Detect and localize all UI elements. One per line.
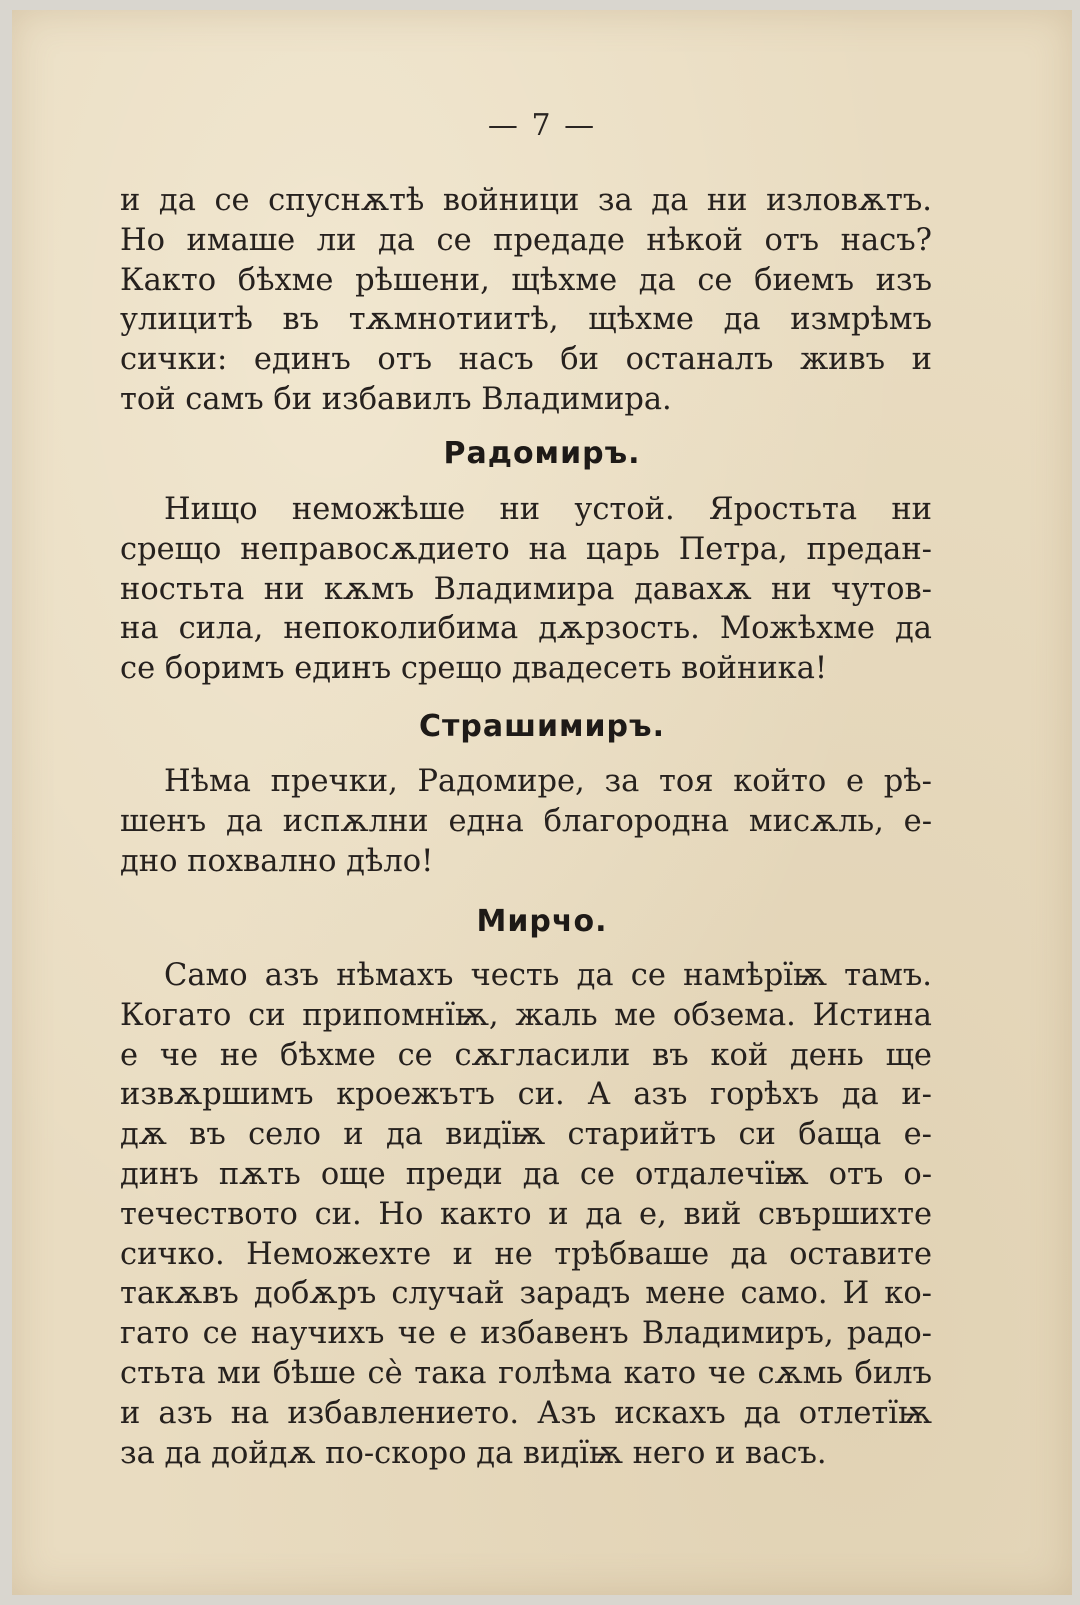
paragraph: [120, 762, 932, 881]
text-line: стьта ми бѣше сѐ така голѣма като че сѫмь билъ: [120, 1355, 932, 1391]
text-line: той самъ би избавилъ Владимира.: [120, 381, 672, 417]
speaker-heading: Мирчо.: [476, 904, 608, 939]
speaker-heading: Радомиръ.: [443, 436, 641, 471]
page-number: — 7 —: [487, 108, 597, 143]
text-line: се боримъ единъ срещо двадесеть войника!: [120, 651, 828, 687]
book-page: [12, 10, 1072, 1595]
text-line: Когато си припомнїѭ, жаль ме обзема. Истина: [120, 997, 932, 1033]
paragraph: [120, 956, 932, 1473]
text-line: Нищо неможѣше ни устой. Яростьта ни: [164, 492, 932, 527]
text-line: сички: единъ отъ насъ би останалъ живъ и: [120, 342, 932, 378]
text-line: динъ пѫть още преди да се отдалечїѭ отъ о-: [120, 1156, 932, 1192]
text-line: Но имаше ли да се предаде нѣкой отъ насъ?: [120, 222, 932, 258]
text-line: сичко. Неможехте и не трѣбваше да оставите: [120, 1236, 932, 1272]
text-line: такѫвъ добѫръ случай зарадъ мене само. И ко-: [120, 1276, 932, 1312]
paragraph: [120, 490, 932, 689]
text-line: и да се спуснѫтѣ войници за да ни изловѫтъ.: [120, 183, 932, 218]
text-line: Нѣма пречки, Радомире, за тоя който е рѣ-: [164, 764, 932, 799]
speaker-heading: Страшимиръ.: [419, 709, 665, 744]
text-line: улицитѣ въ тѫмнотиитѣ, щѣхме да измрѣмъ: [120, 302, 932, 338]
paragraph: [120, 181, 932, 420]
text-line: срещо неправосѫдието на царь Петра, предан-: [120, 531, 932, 567]
text-line: на сила, непоколибима дѫрзость. Можѣхме да: [120, 611, 932, 647]
text-line: дѫ въ село и да видїѭ старийтъ си баща е-: [120, 1117, 932, 1153]
text-line: дно похвално дѣло!: [120, 843, 434, 879]
text-line: течеството си. Но както и да е, вий свършихте: [120, 1196, 932, 1232]
text-line: Само азъ нѣмахъ честь да се намѣрїѭ тамъ.: [164, 958, 932, 993]
text-line: гато се научихъ че е избавенъ Владимиръ, радо-: [120, 1316, 932, 1352]
text-line: шенъ да испѫлни една благородна мисѫль, е-: [120, 803, 932, 839]
text-line: за да дойдѫ по-скоро да видїѭ него и васъ.: [120, 1435, 827, 1471]
text-line: и азъ на избавлението. Азъ искахъ да отлетїѭ: [120, 1395, 932, 1431]
text-line: е че не бѣхме се сѫгласили въ кой день ще: [120, 1037, 932, 1073]
text-line: ностьта ни кѫмъ Владимира давахѫ ни чутов-: [120, 571, 932, 607]
text-line: Както бѣхме рѣшени, щѣхме да се биемъ изъ: [120, 262, 932, 298]
text-line: извѫршимъ кроежътъ си. А азъ горѣхъ да и-: [120, 1077, 932, 1113]
